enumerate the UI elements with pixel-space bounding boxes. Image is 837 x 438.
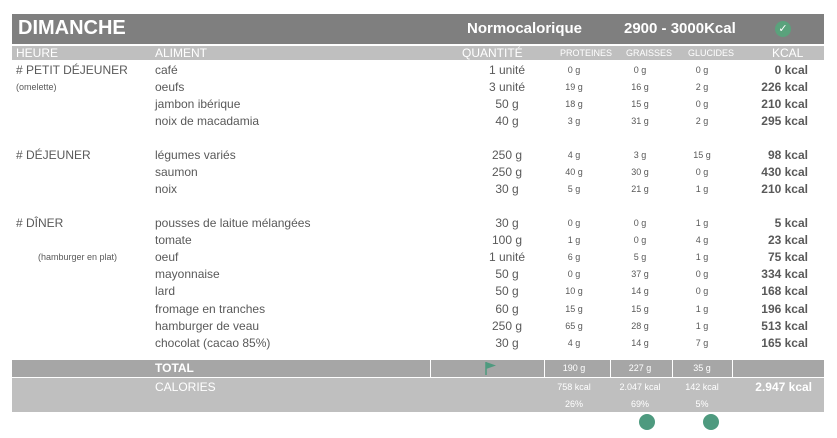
- food-glucides: 1 g: [695, 252, 709, 262]
- food-name: pousses de laitue mélangées: [155, 216, 311, 230]
- food-graisses: 21 g: [631, 184, 649, 194]
- food-proteines: 4 g: [567, 150, 581, 160]
- food-graisses: 28 g: [631, 321, 649, 331]
- food-kcal: 513 kcal: [761, 319, 808, 333]
- food-graisses: 0 g: [633, 235, 647, 245]
- food-kcal: 334 kcal: [761, 267, 808, 281]
- food-graisses: 3 g: [633, 150, 647, 160]
- food-name: noix de macadamia: [155, 114, 260, 128]
- food-quantity: 30 g: [495, 216, 519, 230]
- food-kcal: 210 kcal: [761, 182, 808, 196]
- food-glucides: 0 g: [695, 65, 709, 75]
- col-heure: HEURE: [16, 46, 59, 60]
- col-quantite: QUANTITÉ: [462, 46, 523, 60]
- meal-note-dinner: (hamburger en plat): [38, 252, 118, 262]
- food-name: tomate: [155, 233, 192, 247]
- col-aliment: ALIMENT: [155, 46, 208, 60]
- col-glucides: GLUCIDES: [688, 48, 735, 58]
- day-title: DIMANCHE: [18, 17, 126, 39]
- food-name: noix: [155, 182, 178, 196]
- food-graisses: 16 g: [631, 82, 649, 92]
- food-proteines: 15 g: [565, 304, 583, 314]
- meal-note-breakfast: (omelette): [16, 82, 57, 92]
- food-name: lard: [155, 284, 176, 298]
- food-proteines: 65 g: [565, 321, 583, 331]
- pct-proteines: 26%: [564, 399, 583, 409]
- food-proteines: 40 g: [565, 167, 583, 177]
- food-name: chocolat (cacao 85%): [155, 336, 271, 350]
- title-banner: [12, 14, 824, 44]
- meal-label-lunch: # DÉJEUNER: [16, 148, 91, 162]
- food-kcal: 430 kcal: [761, 165, 808, 179]
- food-name: oeufs: [155, 80, 185, 94]
- food-proteines: 0 g: [567, 218, 581, 228]
- food-glucides: 1 g: [695, 304, 709, 314]
- food-kcal: 165 kcal: [761, 336, 808, 350]
- food-kcal: 0 kcal: [774, 63, 808, 77]
- food-kcal: 226 kcal: [761, 80, 808, 94]
- food-name: saumon: [155, 165, 198, 179]
- col-proteines: PROTEINES: [560, 48, 613, 58]
- food-glucides: 1 g: [695, 184, 709, 194]
- food-glucides: 2 g: [695, 82, 709, 92]
- food-name: oeuf: [155, 250, 179, 264]
- food-graisses: 15 g: [631, 304, 649, 314]
- food-graisses: 30 g: [631, 167, 649, 177]
- status-dot: [639, 414, 655, 430]
- food-quantity: 250 g: [491, 319, 523, 333]
- food-kcal: 5 kcal: [774, 216, 808, 230]
- food-proteines: 0 g: [567, 65, 581, 75]
- food-proteines: 18 g: [565, 99, 583, 109]
- pct-glucides: 5%: [695, 399, 709, 409]
- food-graisses: 37 g: [631, 269, 649, 279]
- col-kcal: KCAL: [772, 46, 804, 60]
- food-proteines: 3 g: [567, 116, 581, 126]
- food-proteines: 4 g: [567, 338, 581, 348]
- column-header: [12, 46, 824, 60]
- calories-glucides: 142 kcal: [685, 382, 719, 392]
- check-circle-icon: ✓: [775, 21, 791, 37]
- food-glucides: 1 g: [695, 218, 709, 228]
- calories-row: [12, 378, 824, 412]
- food-proteines: 1 g: [567, 235, 581, 245]
- food-quantity: 250 g: [491, 165, 523, 179]
- col-graisses: GRAISSES: [626, 48, 673, 58]
- total-row: [12, 360, 824, 377]
- calories-label: CALORIES: [155, 380, 216, 394]
- food-glucides: 0 g: [695, 167, 709, 177]
- food-graisses: 15 g: [631, 99, 649, 109]
- food-quantity: 50 g: [495, 97, 519, 111]
- total-graisses: 227 g: [628, 363, 652, 373]
- food-quantity: 3 unité: [488, 80, 526, 94]
- food-glucides: 2 g: [695, 116, 709, 126]
- food-graisses: 14 g: [631, 338, 649, 348]
- food-proteines: 0 g: [567, 269, 581, 279]
- food-quantity: 100 g: [491, 233, 523, 247]
- food-kcal: 295 kcal: [761, 114, 808, 128]
- food-kcal: 210 kcal: [761, 97, 808, 111]
- food-proteines: 19 g: [565, 82, 583, 92]
- plan-type: Normocalorique: [467, 20, 583, 37]
- food-kcal: 98 kcal: [767, 148, 808, 162]
- food-kcal: 23 kcal: [767, 233, 808, 247]
- pct-graisses: 69%: [630, 399, 649, 409]
- food-glucides: 0 g: [695, 269, 709, 279]
- food-glucides: 1 g: [695, 321, 709, 331]
- food-glucides: 15 g: [693, 150, 711, 160]
- food-name: jambon ibérique: [155, 97, 241, 111]
- food-quantity: 1 unité: [488, 63, 526, 77]
- food-proteines: 10 g: [565, 286, 583, 296]
- food-glucides: 7 g: [695, 338, 709, 348]
- total-label: TOTAL: [155, 361, 194, 375]
- meal-label-breakfast: # PETIT DÉJEUNER: [16, 63, 128, 77]
- total-glucides: 35 g: [693, 363, 711, 373]
- food-graisses: 31 g: [631, 116, 649, 126]
- food-name: hamburger de veau: [155, 319, 260, 333]
- food-quantity: 50 g: [495, 284, 519, 298]
- total-proteines: 190 g: [562, 363, 586, 373]
- food-proteines: 6 g: [567, 252, 581, 262]
- calories-total: 2.947 kcal: [755, 380, 812, 394]
- calorie-range: 2900 - 3000Kcal: [624, 20, 736, 37]
- status-dot: [703, 414, 719, 430]
- food-glucides: 4 g: [695, 235, 709, 245]
- food-name: légumes variés: [155, 148, 236, 162]
- food-graisses: 5 g: [633, 252, 647, 262]
- food-name: mayonnaise: [155, 267, 220, 281]
- food-quantity: 50 g: [495, 267, 519, 281]
- meal-label-dinner: # DÎNER: [16, 216, 64, 230]
- food-quantity: 1 unité: [488, 250, 526, 264]
- food-glucides: 0 g: [695, 286, 709, 296]
- calories-proteines: 758 kcal: [557, 382, 591, 392]
- food-kcal: 196 kcal: [761, 302, 808, 316]
- food-quantity: 40 g: [495, 114, 519, 128]
- food-glucides: 0 g: [695, 99, 709, 109]
- food-kcal: 75 kcal: [767, 250, 808, 264]
- food-quantity: 250 g: [491, 148, 523, 162]
- food-quantity: 30 g: [495, 182, 519, 196]
- food-graisses: 0 g: [633, 218, 647, 228]
- food-name: fromage en tranches: [155, 302, 266, 316]
- food-quantity: 30 g: [495, 336, 519, 350]
- food-name: café: [155, 63, 178, 77]
- food-graisses: 0 g: [633, 65, 647, 75]
- food-kcal: 168 kcal: [761, 284, 808, 298]
- food-graisses: 14 g: [631, 286, 649, 296]
- calories-graisses: 2.047 kcal: [619, 382, 661, 392]
- food-quantity: 60 g: [495, 302, 519, 316]
- food-proteines: 5 g: [567, 184, 581, 194]
